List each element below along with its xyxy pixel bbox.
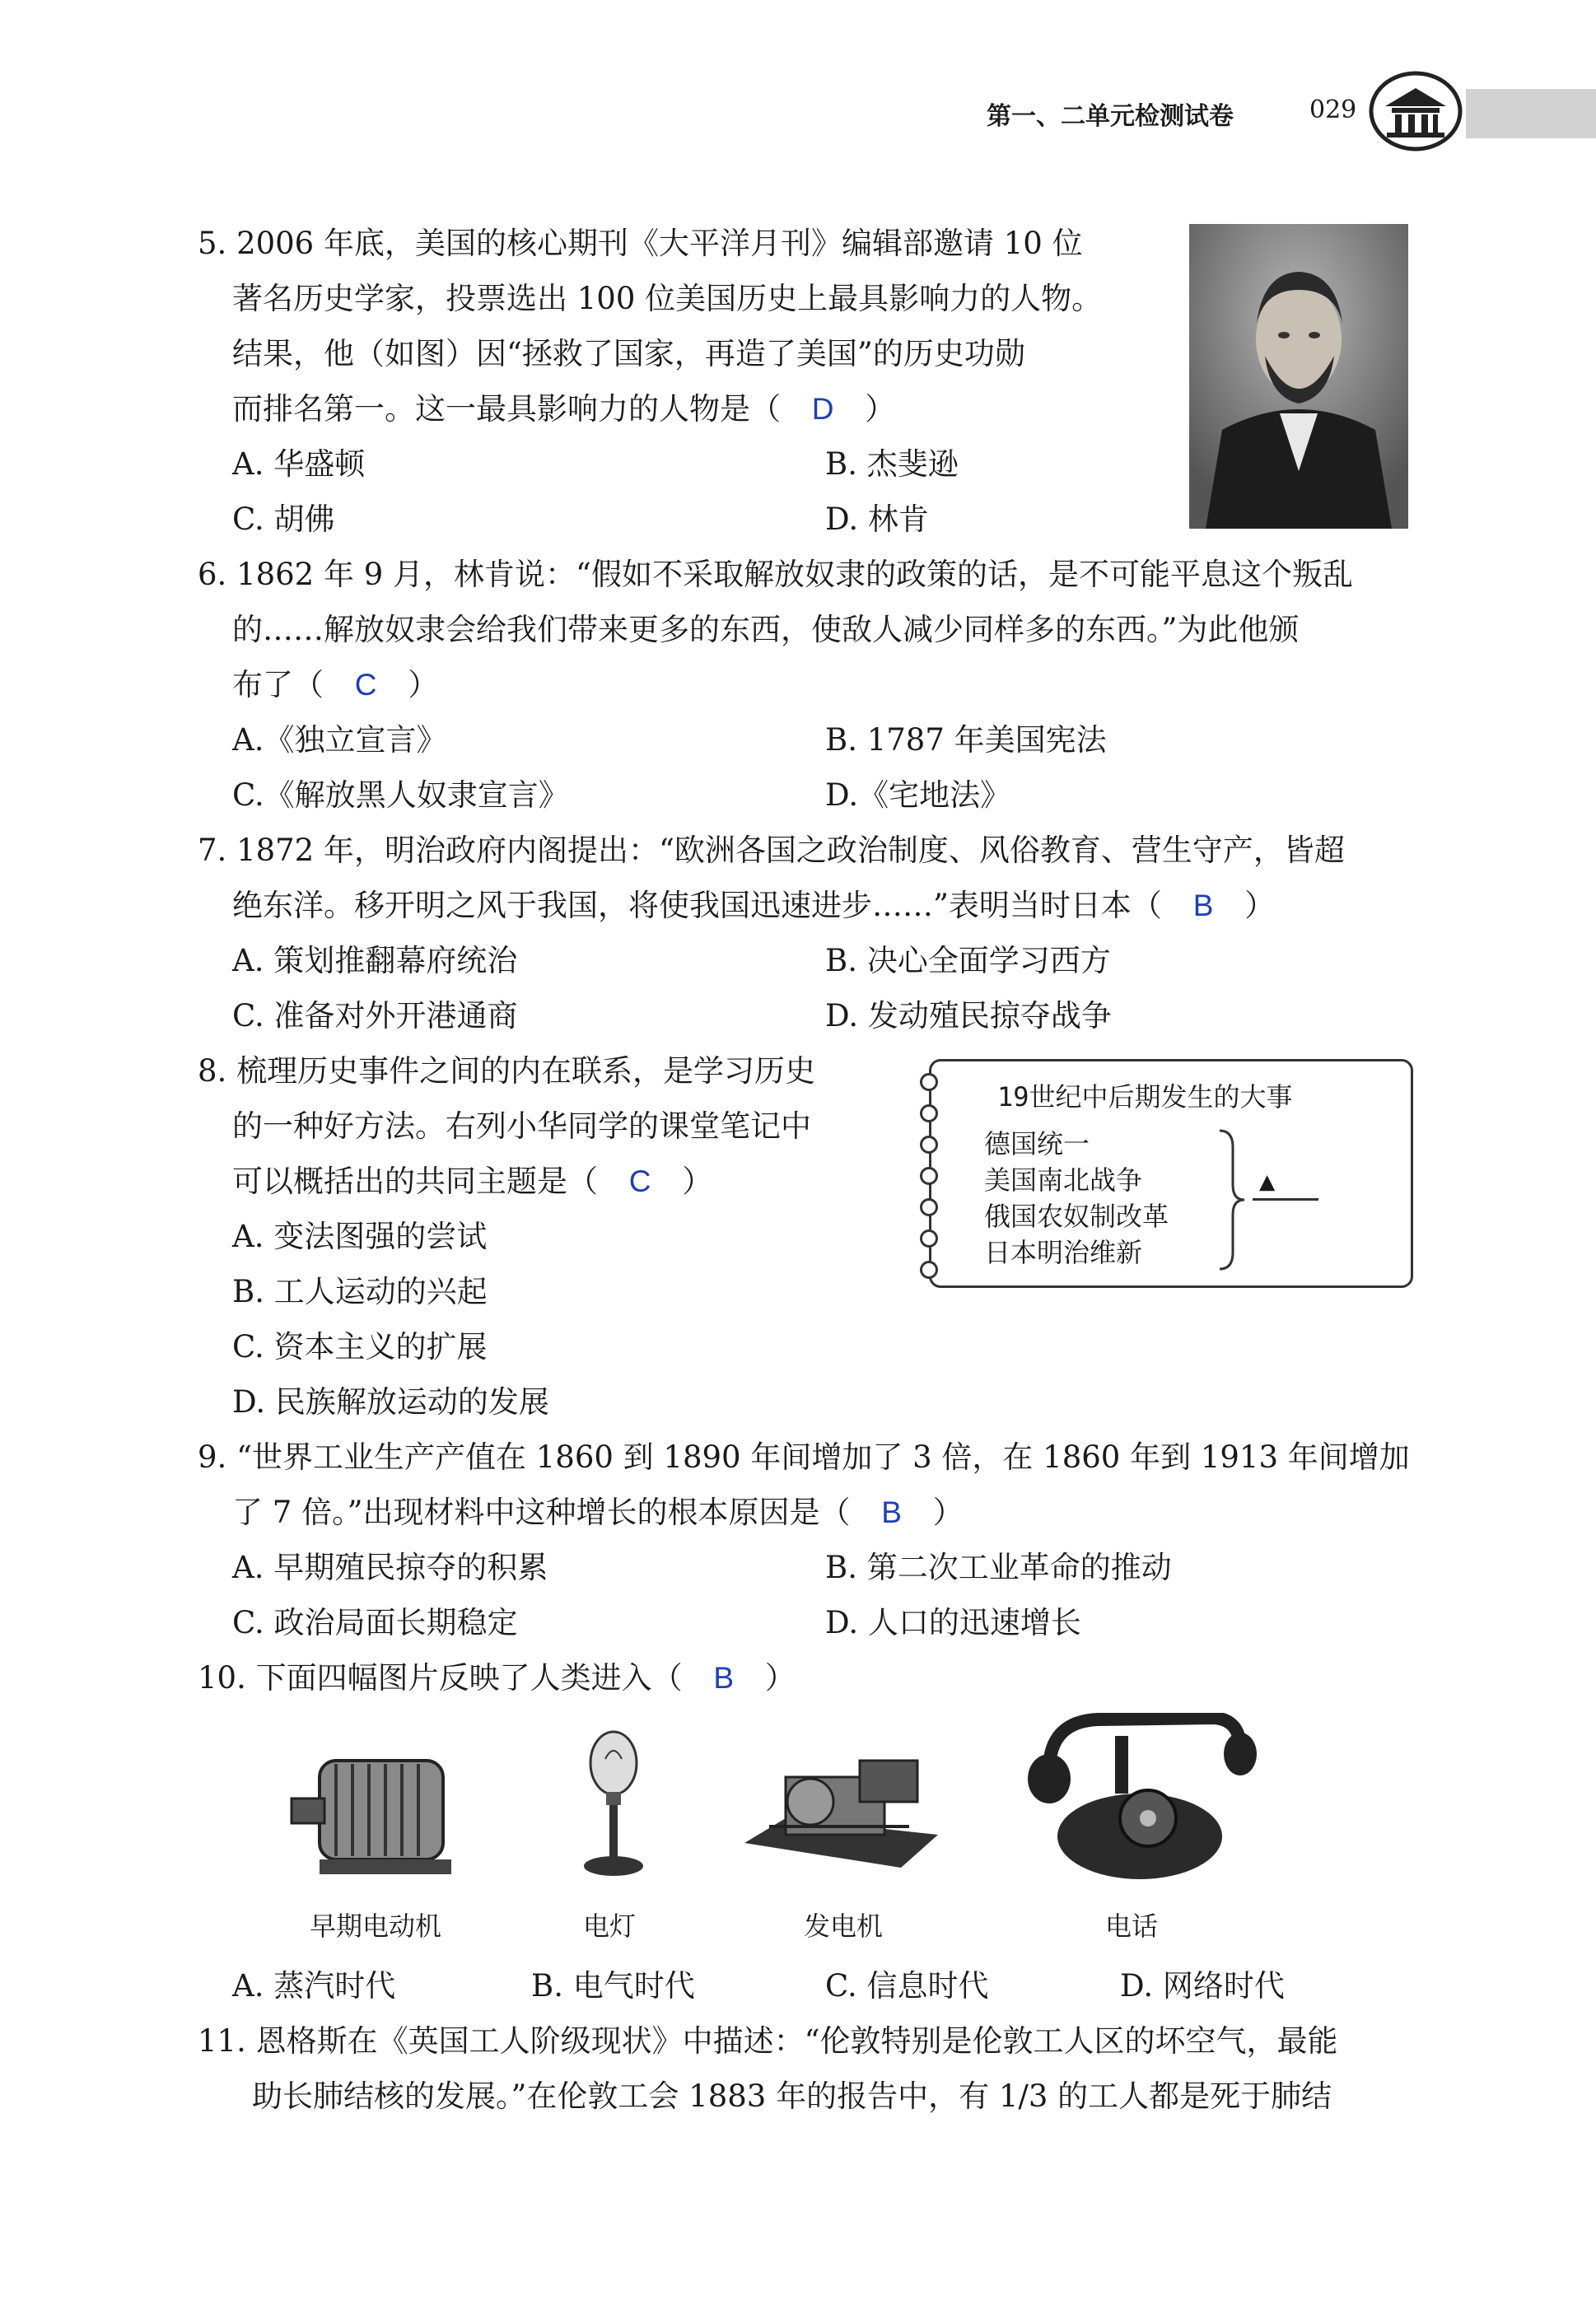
q5-answer: D bbox=[811, 392, 834, 426]
q10-option-a: A. 蒸汽时代 bbox=[232, 1968, 396, 2004]
page-header-title: 第一、二单元检测试卷 bbox=[987, 102, 1234, 131]
q7-line-1: 7. 1872 年，明治政府内阁提出：“欧洲各国之政治制度、风俗教育、营生守产，皆超 bbox=[198, 833, 1345, 868]
q6-close: ） bbox=[408, 667, 439, 702]
blank-marker: ▲ bbox=[1259, 1165, 1276, 1197]
lincoln-portrait-image bbox=[1189, 224, 1408, 529]
q7-option-c: C. 准备对外开港通商 bbox=[232, 998, 518, 1033]
notes-item: 俄国农奴制改革 bbox=[984, 1201, 1169, 1232]
q8-answer: C bbox=[628, 1164, 651, 1198]
q5-line-1: 5. 2006 年底，美国的核心期刊《大平洋月刊》编辑部邀请 10 位 bbox=[198, 226, 1083, 261]
caption-motor: 早期电动机 bbox=[310, 1910, 442, 1942]
q9-option-d: D. 人口的迅速增长 bbox=[825, 1605, 1081, 1640]
electric-motor-image bbox=[287, 1736, 474, 1884]
q7-answer: B bbox=[1192, 889, 1214, 922]
curly-brace-icon bbox=[1216, 1127, 1249, 1272]
q7-option-b: B. 决心全面学习西方 bbox=[825, 943, 1111, 978]
q8-line-1: 8. 梳理历史事件之间的内在联系，是学习历史 bbox=[198, 1053, 816, 1089]
q5-line-4 bbox=[232, 381, 895, 436]
light-bulb-image bbox=[576, 1726, 651, 1882]
notebook-ring bbox=[920, 1073, 938, 1091]
q5-option-d: D. 林肯 bbox=[825, 502, 929, 537]
q10-option-d: D. 网络时代 bbox=[1120, 1968, 1285, 2004]
q5-option-a: A. 华盛顿 bbox=[232, 446, 366, 482]
caption-lamp: 电灯 bbox=[583, 1910, 637, 1942]
q9-line-2 bbox=[232, 1485, 964, 1540]
q10-answer: B bbox=[713, 1661, 735, 1695]
q9-close: ） bbox=[932, 1495, 964, 1530]
telephone-image bbox=[1024, 1713, 1263, 1886]
notes-item: 日本明治维新 bbox=[984, 1237, 1143, 1268]
q7-option-a: A. 策划推翻幕府统治 bbox=[232, 943, 518, 978]
q8-option-d: D. 民族解放运动的发展 bbox=[232, 1384, 549, 1420]
q11-line-2: 助长肺结核的发展。”在伦敦工会 1883 年的报告中，有 1/3 的工人都是死于肺结 bbox=[252, 2078, 1332, 2114]
header-bar bbox=[1466, 89, 1596, 138]
notebook-ring bbox=[920, 1198, 938, 1216]
notebook-ring bbox=[920, 1136, 938, 1154]
q8-close: ） bbox=[682, 1164, 713, 1199]
q7-line-2 bbox=[232, 878, 1275, 933]
q6-option-b: B. 1787 年美国宪法 bbox=[825, 722, 1107, 758]
q7-close: ） bbox=[1244, 888, 1276, 923]
q5-option-c: C. 胡佛 bbox=[232, 502, 335, 537]
q5-line-2: 著名历史学家，投票选出 100 位美国历史上最具影响力的人物。 bbox=[232, 281, 1103, 316]
caption-generator: 发电机 bbox=[804, 1910, 884, 1942]
q8-line-2: 的一种好方法。右列小华同学的课堂笔记中 bbox=[232, 1108, 811, 1144]
q9-option-a: A. 早期殖民掠夺的积累 bbox=[232, 1550, 548, 1585]
q8-option-b: B. 工人运动的兴起 bbox=[232, 1274, 488, 1309]
q6-option-d: D.《宅地法》 bbox=[825, 777, 1011, 813]
notebook-ring bbox=[920, 1167, 938, 1185]
q10-line-1-text: 10. 下面四幅图片反映了人类进入（ bbox=[198, 1660, 683, 1696]
blank-underline bbox=[1253, 1198, 1318, 1201]
q5-line-4-text: 而排名第一。这一最具影响力的人物是（ bbox=[232, 391, 781, 427]
q6-line-1: 6. 1862 年 9 月，林肯说：“假如不采取解放奴隶的政策的话，是不可能平息这个叛乱 bbox=[198, 557, 1353, 592]
q8-option-c: C. 资本主义的扩展 bbox=[232, 1329, 488, 1365]
q10-close: ） bbox=[764, 1660, 796, 1696]
q11-line-1: 11. 恩格斯在《英国工人阶级现状》中描述：“伦敦特别是伦敦工人区的坏空气，最能 bbox=[198, 2023, 1338, 2059]
q10-option-c: C. 信息时代 bbox=[825, 1968, 989, 2004]
q8-line-3 bbox=[232, 1154, 712, 1209]
q9-answer: B bbox=[881, 1495, 902, 1529]
q9-option-b: B. 第二次工业革命的推动 bbox=[825, 1550, 1172, 1585]
notes-item: 美国南北战争 bbox=[984, 1164, 1143, 1196]
q9-line-1: 9. “世界工业生产产值在 1860 到 1890 年间增加了 3 倍，在 1860 年到 1913 年间增加 bbox=[198, 1439, 1410, 1475]
q6-option-c: C.《解放黑人奴隶宣言》 bbox=[232, 777, 569, 813]
page-number: 029 bbox=[1309, 96, 1357, 124]
q8-option-a: A. 变法图强的尝试 bbox=[232, 1219, 488, 1254]
notebook-ring bbox=[920, 1261, 938, 1279]
q5-line-3: 结果，他（如图）因“拯救了国家，再造了美国”的历史功勋 bbox=[232, 336, 1025, 371]
q5-close: ） bbox=[865, 391, 896, 427]
q9-option-c: C. 政治局面长期稳定 bbox=[232, 1605, 518, 1640]
q6-line-3 bbox=[232, 657, 438, 712]
temple-logo-icon bbox=[1367, 70, 1464, 152]
notebook-ring bbox=[920, 1104, 938, 1122]
q6-line-3-text: 布了（ bbox=[232, 667, 324, 702]
q9-line-2-text: 了 7 倍。”出现材料中这种增长的根本原因是（ bbox=[232, 1495, 851, 1530]
notes-title: 19世纪中后期发生的大事 bbox=[997, 1081, 1293, 1113]
class-notes-box bbox=[929, 1059, 1413, 1288]
notes-item: 德国统一 bbox=[984, 1128, 1090, 1159]
notebook-ring bbox=[920, 1229, 938, 1248]
q6-answer: C bbox=[354, 668, 377, 702]
q10-option-b: B. 电气时代 bbox=[531, 1968, 695, 2004]
q6-line-2: 的……解放奴隶会给我们带来更多的东西，使敌人减少同样多的东西。”为此他颁 bbox=[232, 612, 1300, 647]
caption-telephone: 电话 bbox=[1105, 1910, 1159, 1942]
q8-line-3-text: 可以概括出的共同主题是（ bbox=[232, 1164, 598, 1199]
q6-option-a: A.《独立宣言》 bbox=[232, 722, 447, 758]
q7-line-2-text: 绝东洋。移开明之风于我国，将使我国迅速进步……”表明当时日本（ bbox=[232, 888, 1162, 923]
generator-image bbox=[736, 1744, 942, 1876]
q7-option-d: D. 发动殖民掠夺战争 bbox=[825, 998, 1112, 1033]
q10-line-1 bbox=[198, 1650, 796, 1705]
q5-option-b: B. 杰斐逊 bbox=[825, 446, 959, 482]
